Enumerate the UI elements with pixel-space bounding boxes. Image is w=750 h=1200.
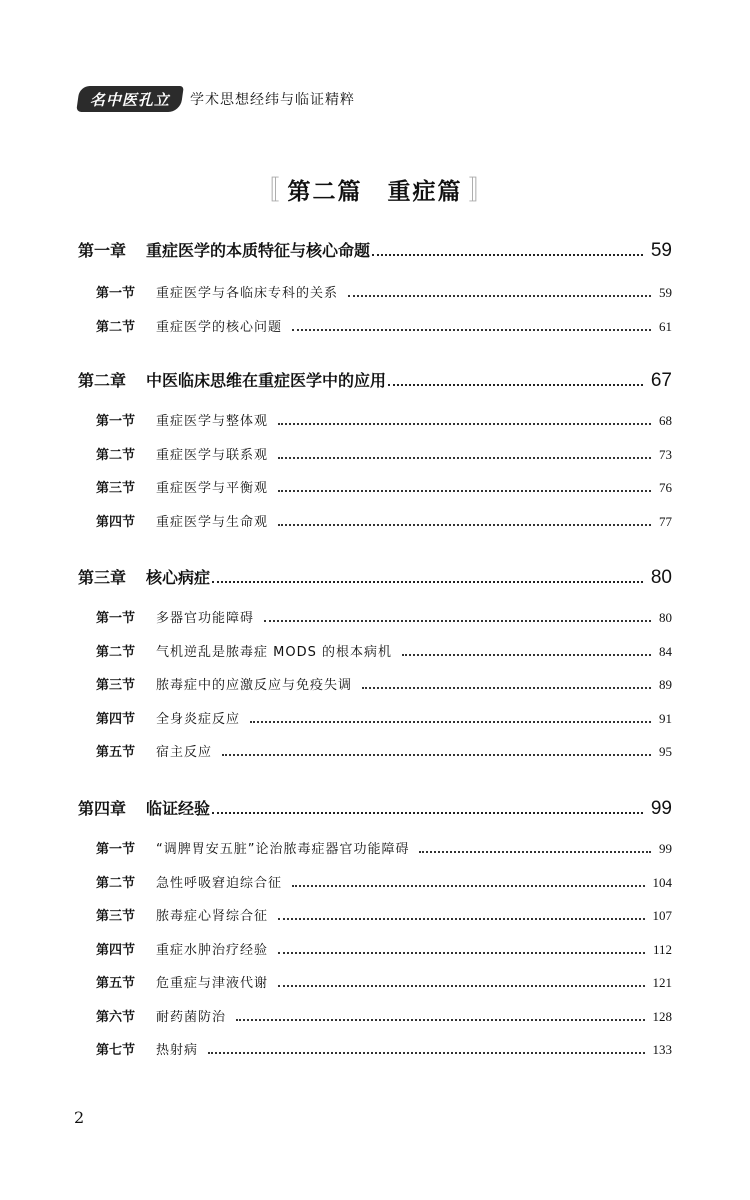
section-page: 107 (652, 908, 672, 923)
leader-dots (362, 687, 651, 689)
chapter-title: 核心病症 (146, 568, 211, 587)
leader-dots (292, 885, 644, 887)
section-label: 第二节 (96, 644, 136, 660)
section-label: 第三节 (96, 678, 136, 693)
toc-section-row[interactable] (78, 939, 672, 963)
toc-section-row[interactable] (78, 477, 672, 501)
section-title: 重症医学的核心问题 (156, 319, 283, 335)
section-page: 112 (652, 941, 672, 957)
leader-dots (212, 581, 643, 583)
section-label: 第五节 (96, 745, 136, 760)
part-heading (0, 170, 750, 207)
right-bracket-icon: 〛 (468, 176, 497, 206)
chapter-page: 67 (650, 370, 672, 391)
leader-dots (264, 620, 651, 622)
section-title: 重症医学与联系观 (156, 447, 269, 463)
section-label: 第二节 (96, 447, 136, 463)
section-title: 重症医学与整体观 (156, 414, 269, 429)
section-page: 121 (652, 975, 672, 990)
section-title: 脓毒症中的应激反应与免疫失调 (156, 678, 353, 693)
leader-dots (222, 754, 651, 756)
leader-dots (212, 812, 643, 814)
section-label: 第四节 (96, 711, 136, 727)
section-page: 99 (659, 841, 672, 856)
leader-dots (402, 654, 651, 656)
part-title: 第二篇 重症篇 (287, 178, 463, 205)
section-page: 133 (652, 1042, 672, 1057)
toc-section-row[interactable] (78, 872, 672, 896)
toc-section-row[interactable] (78, 1006, 672, 1030)
chapter-label: 第四章 (78, 799, 127, 818)
section-page: 76 (659, 480, 672, 495)
chapter-title: 临证经验 (146, 799, 211, 818)
section-label: 第四节 (96, 942, 136, 958)
section-title: 重症医学与生命观 (156, 514, 269, 530)
leader-dots (278, 952, 645, 954)
section-page: 73 (659, 446, 672, 462)
toc-section-row[interactable] (78, 838, 672, 862)
section-label: 第四节 (96, 514, 136, 530)
toc-chapter-row[interactable] (78, 238, 672, 268)
running-header (78, 84, 355, 114)
section-page: 84 (659, 643, 672, 659)
section-title: 急性呼吸窘迫综合征 (156, 875, 283, 891)
section-page: 128 (652, 1008, 672, 1024)
leader-dots (292, 329, 651, 331)
toc-chapter-row[interactable] (78, 368, 672, 398)
section-label: 第一节 (96, 286, 136, 301)
leader-dots (348, 295, 651, 297)
toc-section-row[interactable] (78, 282, 672, 306)
toc-section-row[interactable] (78, 905, 672, 929)
chapter-page: 59 (650, 240, 672, 261)
toc-section-row[interactable] (78, 972, 672, 996)
chapter-page: 80 (650, 567, 672, 588)
left-bracket-icon: 〚 (253, 176, 282, 206)
toc-section-row[interactable] (78, 511, 672, 535)
chapter-page: 99 (650, 798, 672, 819)
leader-dots (278, 985, 644, 987)
section-label: 第七节 (96, 1043, 136, 1058)
series-title: 学术思想经纬与临证精粹 (190, 92, 355, 108)
toc-section-row[interactable] (78, 410, 672, 434)
section-label: 第二节 (96, 319, 136, 335)
section-title: 多器官功能障碍 (156, 611, 255, 626)
toc-chapter-row[interactable] (78, 796, 672, 826)
section-label: 第三节 (96, 481, 136, 496)
leader-dots (278, 423, 651, 425)
section-title: 耐药菌防治 (156, 1009, 227, 1025)
toc-section-row[interactable] (78, 641, 672, 665)
toc-section-row[interactable] (78, 741, 672, 765)
toc-section-row[interactable] (78, 708, 672, 732)
leader-dots (372, 254, 643, 256)
section-title: 宿主反应 (156, 745, 213, 760)
section-title: 热射病 (156, 1043, 199, 1058)
page-number: 2 (74, 1108, 85, 1127)
section-label: 第一节 (96, 842, 136, 857)
brand-logo: 名中医孔立 (76, 86, 184, 112)
section-label: 第五节 (96, 976, 136, 991)
section-page: 59 (659, 285, 672, 300)
section-title: “调脾胃安五脏”论治脓毒症器官功能障碍 (156, 842, 410, 857)
chapter-label: 第二章 (78, 371, 127, 390)
toc-section-row[interactable] (78, 1039, 672, 1063)
leader-dots (236, 1019, 644, 1021)
section-page: 95 (659, 744, 672, 759)
section-label: 第三节 (96, 909, 136, 924)
section-page: 77 (659, 513, 672, 529)
toc-section-row[interactable] (78, 607, 672, 631)
section-page: 61 (659, 318, 672, 334)
section-title: 气机逆乱是脓毒症 MODS 的根本病机 (156, 644, 392, 660)
leader-dots (278, 918, 644, 920)
section-title: 重症水肿治疗经验 (156, 942, 269, 958)
section-page: 104 (652, 874, 672, 890)
leader-dots (250, 721, 651, 723)
section-title: 危重症与津液代谢 (156, 976, 269, 991)
section-title: 全身炎症反应 (156, 711, 241, 727)
toc-section-row[interactable] (78, 444, 672, 468)
toc-chapter-row[interactable] (78, 565, 672, 595)
leader-dots (388, 384, 643, 386)
section-page: 68 (659, 413, 672, 428)
section-label: 第二节 (96, 875, 136, 891)
section-title: 脓毒症心肾综合征 (156, 909, 269, 924)
leader-dots (278, 457, 651, 459)
chapter-label: 第一章 (78, 241, 127, 260)
section-title: 重症医学与平衡观 (156, 481, 269, 496)
leader-dots (208, 1052, 644, 1054)
section-label: 第一节 (96, 611, 136, 626)
chapter-title: 中医临床思维在重症医学中的应用 (146, 371, 387, 390)
leader-dots (278, 524, 651, 526)
chapter-label: 第三章 (78, 568, 127, 587)
leader-dots (419, 851, 651, 853)
section-label: 第六节 (96, 1009, 136, 1025)
section-page: 91 (659, 710, 672, 726)
section-page: 80 (659, 610, 672, 625)
section-label: 第一节 (96, 414, 136, 429)
section-title: 重症医学与各临床专科的关系 (156, 286, 339, 301)
section-page: 89 (659, 677, 672, 692)
chapter-title: 重症医学的本质特征与核心命题 (146, 241, 371, 260)
toc-section-row[interactable] (78, 316, 672, 340)
leader-dots (278, 490, 651, 492)
toc-section-row[interactable] (78, 674, 672, 698)
